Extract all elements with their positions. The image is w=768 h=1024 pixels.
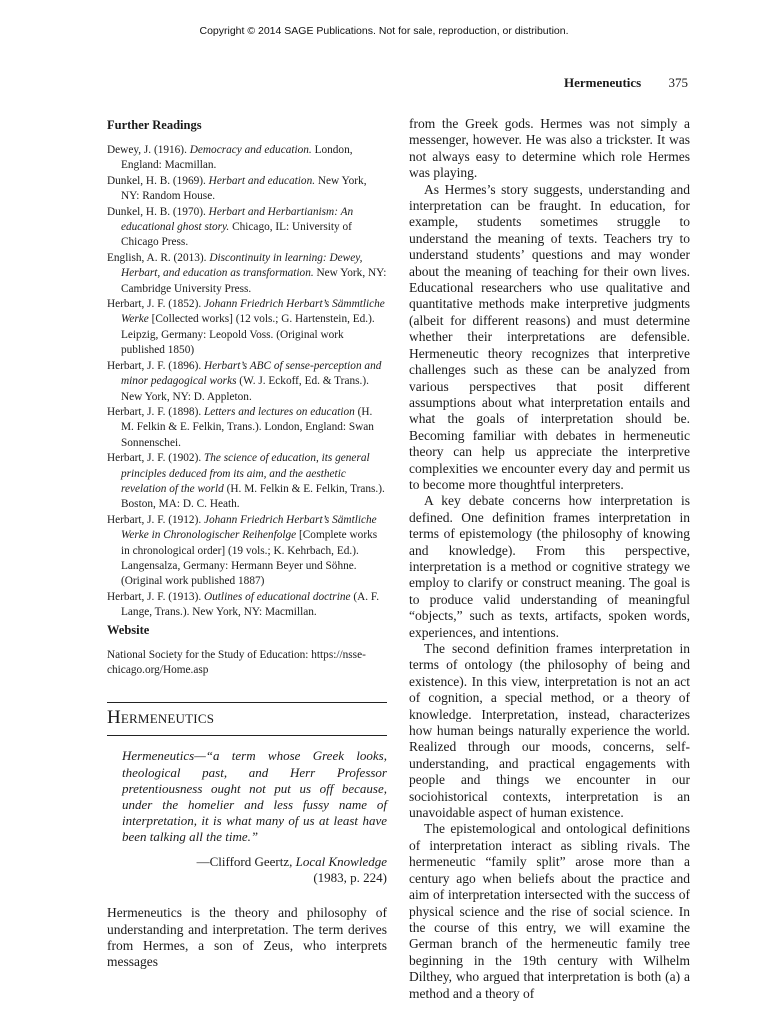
entry-title: Hermeneutics <box>107 707 215 729</box>
page-number: 375 <box>668 75 688 90</box>
reference-item <box>107 359 387 405</box>
reference-item <box>107 297 387 359</box>
reference-author: Dewey, J. (1916). <box>107 144 190 156</box>
reference-item <box>107 513 387 590</box>
reference-title: Johann Friedrich Herbart’s Sämtliche Werke in Chronologischer Reihenfolge <box>121 513 377 542</box>
running-head <box>564 75 688 91</box>
further-readings-heading: Further Readings <box>107 118 202 132</box>
reference-list <box>107 143 387 621</box>
reference-author: English, A. R. (2013). <box>107 251 210 264</box>
reference-publisher: New York, NY: Random House. <box>121 174 367 203</box>
body-paragraph: As Hermes’s story suggests, understanding and interpretation can be fraught. In education, for example, students sometimes struggle to understand the meaning of texts. Teachers try to understand students’ questions and may wonder about the meaning of teaching for their own lives. Educational researchers who use qualitative and quantitative methods make interpretive judgments (albeit for different reasons) and must determine whether their interpretations are defensible. Hermeneutic theory recognizes that interpretive challenges such as these can be analyzed from various perspectives that posit different assumptions about what interpretation entails and what the goals of interpretation should be. Becoming familiar with debates in hermeneutic theory can help us appreciate the interpretive complexities we encounter every day and permit us to become more thoughtful interpreters. <box>409 181 690 492</box>
reference-item <box>107 451 387 513</box>
body-paragraph: The epistemological and ontological definitions of interpretation interact as sibling rivals. The hermeneutic “family split” arose more than a century ago when beliefs about the practice and aim of interpretation intersected with the success of physical science and the rise of social science. In the course of this entry, we will examine the German branch of the hermeneutic family tree beginning in the 19th century with Wilhelm Dilthey, who argued that interpretation is both (a) a method and a theory of <box>409 821 690 1001</box>
reference-publisher: (W. J. Eckoff, Ed. & Trans.). New York, NY: D. Appleton. <box>121 375 369 403</box>
running-head-title: Hermeneutics <box>563 75 642 90</box>
reference-publisher: Chicago, IL: University of Chicago Press. <box>121 221 352 249</box>
copyright-notice: Copyright © 2014 SAGE Publications. Not for sale, reproduction, or distribution. <box>199 25 569 37</box>
reference-publisher: (H. M. Felkin & E. Felkin, Trans.). Boston, MA: D. C. Heath. <box>121 482 385 511</box>
reference-author: Dunkel, H. B. (1969). <box>107 174 209 187</box>
reference-item <box>107 590 387 621</box>
entry-bottom-rule <box>107 735 387 736</box>
reference-item <box>107 174 387 205</box>
website-heading: Website <box>107 622 150 637</box>
reference-item <box>107 143 387 174</box>
reference-item <box>107 405 387 451</box>
reference-publisher: New York, NY: Cambridge University Press. <box>121 267 387 295</box>
reference-author: Dunkel, H. B. (1970). <box>107 205 209 218</box>
website-reference: National Society for the Study of Education: https://nsse-chicago.org/Home.asp <box>107 648 366 676</box>
attribution-book: Local Knowledge <box>295 853 387 869</box>
reference-publisher: (A. F. Lange, Trans.). New York, NY: Macmillan. <box>121 590 380 619</box>
reference-publisher: London, England: Macmillan. <box>121 144 353 172</box>
reference-publisher: (H. M. Felkin & E. Felkin, Trans.). London, England: Swan Sonnenschei. <box>121 405 374 449</box>
right-column <box>409 116 690 1002</box>
left-column <box>107 116 387 971</box>
reference-item <box>107 205 387 251</box>
reference-author: Herbart, J. F. (1898). <box>107 405 204 418</box>
attribution-author: —Clifford Geertz, <box>196 853 296 869</box>
reference-author: Herbart, J. F. (1902). <box>107 452 204 465</box>
body-paragraph: The second definition frames interpretation in terms of ontology (the philosophy of being and existence). In this view, interpretation is not an act of cognition, a special method, or a theory of knowledge. Interpretation, instead, characterizes how human beings naturally experience the world. Realized through our moods, concerns, self-understanding, and practical engagements with people and things we encounter in our sociohistorical contexts, interpretation is an unavoidable aspect of human existence. <box>409 641 690 821</box>
reference-title: Letters and lectures on education <box>203 405 355 418</box>
epigraph-attribution <box>107 854 387 888</box>
reference-author: Herbart, J. F. (1913). <box>107 590 204 603</box>
reference-item <box>107 251 387 297</box>
reference-author: Herbart, J. F. (1912). <box>107 513 204 526</box>
reference-title: Herbart and Herbartianism: An educational ghost story. <box>121 205 354 234</box>
reference-title: Discontinuity in learning: Dewey, Herbart, and education as transformation. <box>121 251 363 280</box>
reference-title: Herbart and education. <box>208 174 316 187</box>
reference-author: Herbart, J. F. (1896). <box>107 359 204 372</box>
reference-title: The science of education, its general principles deduced from its aim, and the aesthetic revelation of the world <box>121 452 370 495</box>
body-paragraph: from the Greek gods. Hermes was not simply a messenger, however. He was also a trickster. It was not always easy to determine which role Hermes was playing. <box>409 116 690 181</box>
reference-title: Johann Friedrich Herbart’s Sämmtliche Werke <box>121 298 385 326</box>
entry-body-intro: Hermeneutics is the theory and philosophy of understanding and interpretation. The term derives from Hermes, a son of Zeus, who interprets messages <box>107 905 387 970</box>
reference-author: Herbart, J. F. (1852). <box>107 298 204 311</box>
attribution-year: (1983, p. 224) <box>313 870 387 886</box>
reference-title: Outlines of educational doctrine <box>203 590 351 603</box>
reference-title: Herbart’s ABC of sense-perception and minor pedagogical works <box>121 359 382 388</box>
entry-top-rule <box>107 702 387 703</box>
epigraph: Hermeneutics—“a term whose Greek looks, theological past, and Herr Professor pretentiousness ought not put us off because, under the homelier and less fussy name of interpretation, it is what many of us at least have been talking all the time.” <box>122 748 387 845</box>
reference-title: Democracy and education. <box>189 144 312 156</box>
reference-publisher: [Complete works in chronological order] (19 vols.; K. Kehrbach, Ed.). Langensalza, Germany: Hermann Beyer und Söhne. (Original work published 1887) <box>121 529 378 588</box>
reference-publisher: [Collected works] (12 vols.; G. Hartenstein, Ed.). Leipzig, Germany: Leopold Voss. (Original work published 1850) <box>121 313 375 357</box>
body-paragraph: A key debate concerns how interpretation is defined. One definition frames interpretation in terms of epistemology (the philosophy of knowing and knowledge). From this perspective, interpretation is a method or cognitive strategy we employ to clarify or construct meaning. The goal is to produce valid understanding of meaningful “objects,” such as texts, artifacts, spoken words, experiences, and intentions. <box>409 493 690 640</box>
